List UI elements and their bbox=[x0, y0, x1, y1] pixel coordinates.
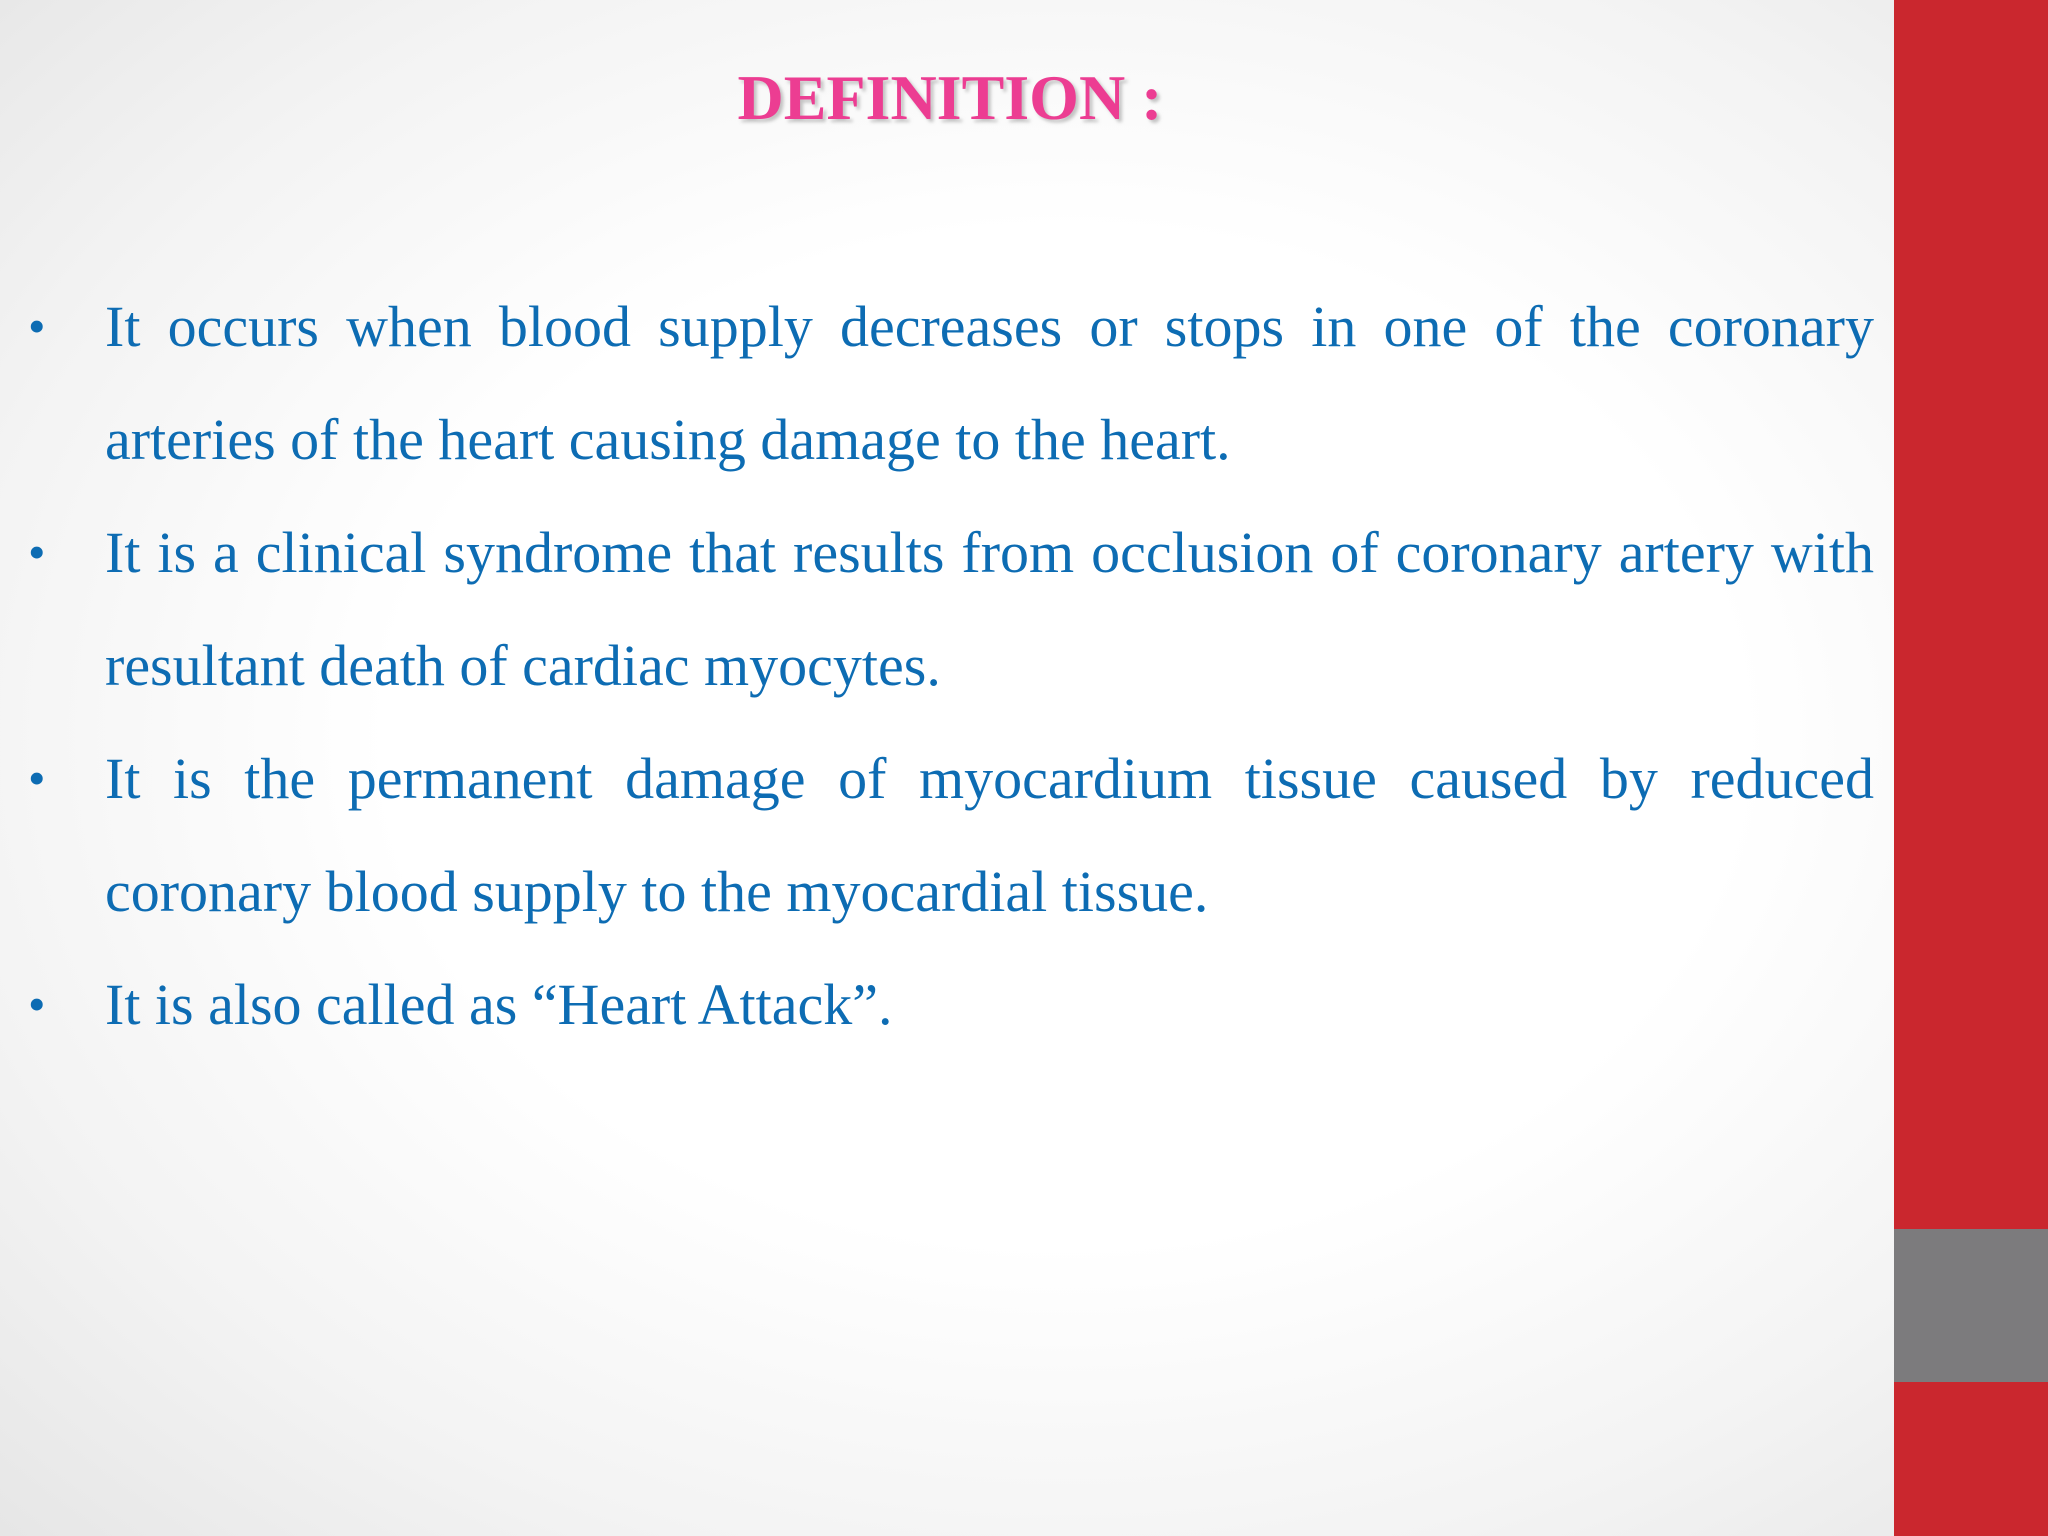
list-item-text: It is the permanent damage of myocardium tissue caused by reduced coronary blood supply to the myocardial tissue. bbox=[105, 746, 1874, 924]
list-item-text: It is a clinical syndrome that results from occlusion of coronary artery with resultant death of cardiac myocytes. bbox=[105, 520, 1874, 698]
list-item bbox=[0, 496, 1874, 722]
bullet-icon: • bbox=[28, 524, 46, 580]
accent-bar-grey bbox=[1894, 1229, 2048, 1382]
slide-title: DEFINITION : bbox=[737, 62, 1163, 133]
accent-bar-red-top bbox=[1894, 0, 2048, 1229]
list-item-text: It occurs when blood supply decreases or stops in one of the coronary arteries of the heart causing damage to the heart. bbox=[105, 294, 1874, 472]
definition-list bbox=[0, 270, 1874, 1061]
list-item-text: It is also called as “Heart Attack”. bbox=[105, 972, 893, 1037]
bullet-icon: • bbox=[28, 976, 46, 1032]
bullet-icon: • bbox=[28, 298, 46, 354]
accent-bar-red-bottom bbox=[1894, 1382, 2048, 1536]
list-item bbox=[0, 948, 1874, 1061]
list-item bbox=[0, 270, 1874, 496]
bullet-icon: • bbox=[28, 750, 46, 806]
list-item bbox=[0, 722, 1874, 948]
